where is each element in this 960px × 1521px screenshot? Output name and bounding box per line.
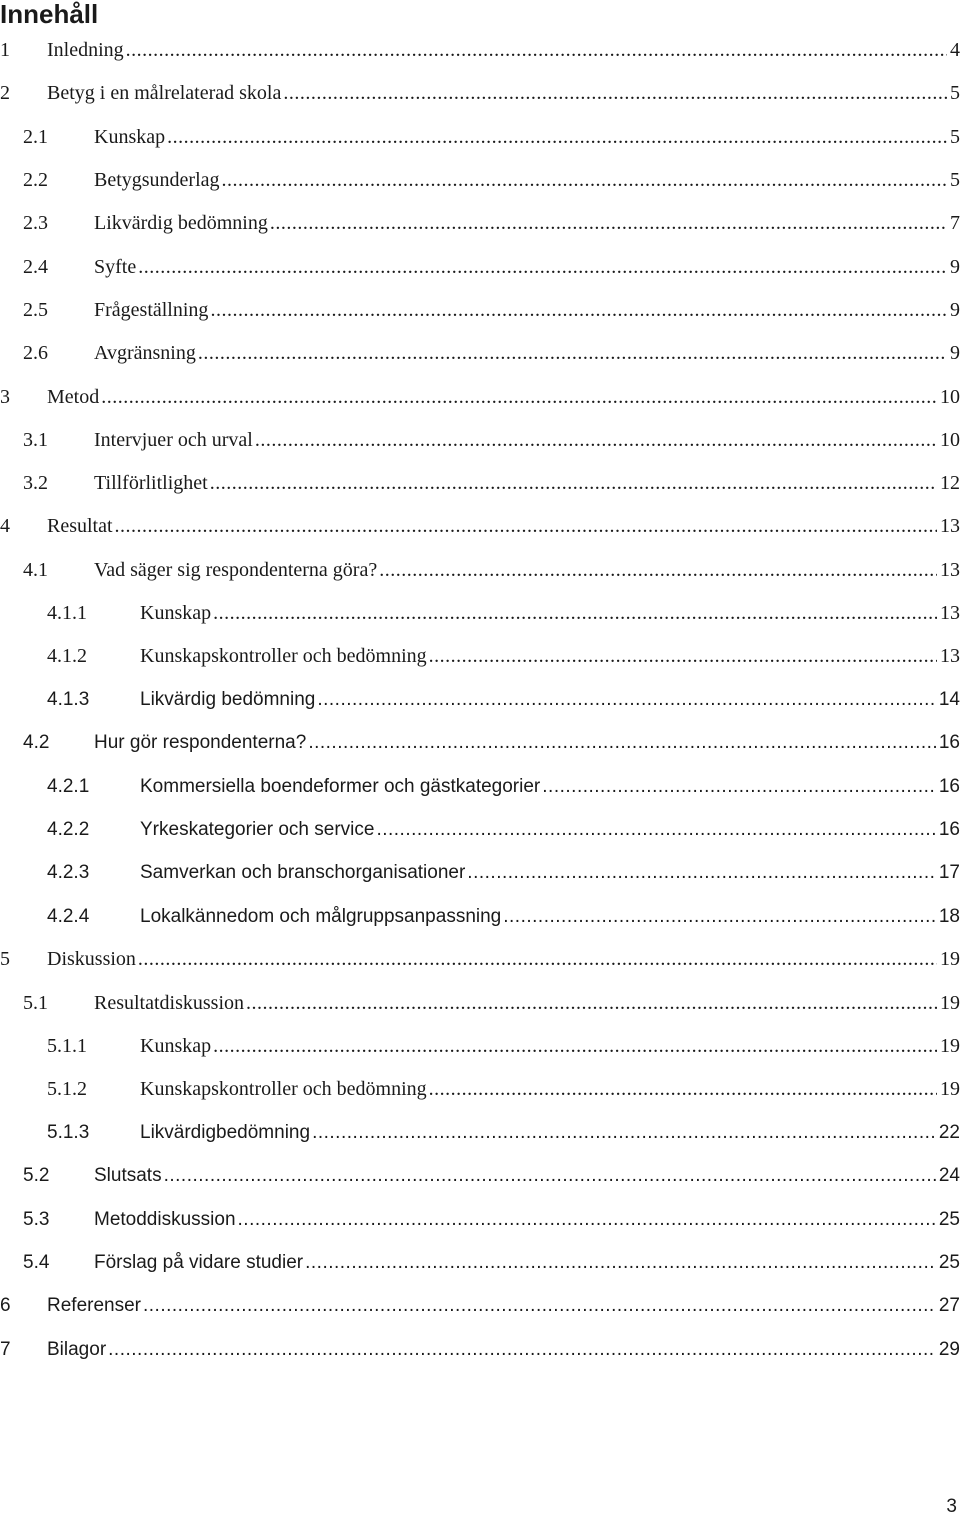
toc-dot-leader bbox=[198, 342, 947, 365]
toc-entry-number: 4.1.3 bbox=[47, 689, 90, 711]
toc-entry-title[interactable]: Likvärdigbedömning bbox=[140, 1122, 311, 1144]
toc-dot-leader bbox=[270, 212, 947, 235]
toc-entry[interactable] bbox=[0, 1025, 960, 1068]
toc-entry-number: 4.2 bbox=[23, 732, 50, 754]
toc-entry-page: 16 bbox=[938, 732, 960, 754]
toc-entry-number: 2.6 bbox=[23, 342, 48, 365]
toc-entry-page: 16 bbox=[938, 775, 960, 797]
toc-entry-page: 18 bbox=[938, 905, 960, 927]
toc-entry-page: 14 bbox=[938, 689, 960, 711]
toc-entry-title[interactable]: Frågeställning bbox=[94, 298, 209, 321]
toc-entry[interactable] bbox=[0, 245, 960, 288]
toc-entry-number: 2.2 bbox=[23, 169, 48, 192]
toc-entry-page: 13 bbox=[940, 558, 960, 581]
toc-entry[interactable] bbox=[0, 202, 960, 245]
toc-entry-number: 4.1 bbox=[23, 558, 48, 581]
toc-entry-title[interactable]: Kunskapskontroller och bedömning bbox=[140, 645, 427, 668]
toc-entry-number: 2 bbox=[0, 82, 10, 105]
toc-entry[interactable] bbox=[0, 1198, 960, 1241]
toc-entry[interactable] bbox=[0, 852, 960, 895]
toc-entry-page: 29 bbox=[938, 1338, 960, 1360]
toc-dot-leader bbox=[317, 689, 936, 711]
toc-heading: Innehåll bbox=[0, 0, 99, 29]
toc-dot-leader bbox=[283, 82, 947, 105]
toc-entry[interactable] bbox=[0, 1068, 960, 1111]
toc-entry-number: 5.1.2 bbox=[47, 1078, 87, 1101]
toc-dot-leader bbox=[164, 1165, 936, 1187]
toc-entry-number: 1 bbox=[0, 39, 10, 62]
toc-entry[interactable] bbox=[0, 332, 960, 375]
toc-entry[interactable] bbox=[0, 592, 960, 635]
toc-entry-page: 5 bbox=[950, 125, 960, 148]
toc-dot-leader bbox=[379, 559, 937, 582]
toc-entry-number: 3.1 bbox=[23, 428, 48, 451]
toc-entry-title[interactable]: Kunskap bbox=[140, 602, 212, 624]
toc-dot-leader bbox=[210, 299, 947, 322]
toc-entry-number: 5.4 bbox=[23, 1251, 50, 1273]
toc-entry-page: 7 bbox=[950, 212, 960, 235]
toc-entry-title[interactable]: Kommersiella boendeformer och gästkategorier bbox=[140, 775, 541, 797]
toc-entry[interactable] bbox=[0, 375, 960, 418]
toc-dot-leader bbox=[167, 126, 947, 149]
toc-dot-leader bbox=[115, 515, 937, 538]
toc-entry[interactable] bbox=[0, 419, 960, 462]
toc-entry-number: 2.1 bbox=[23, 125, 48, 148]
toc-entry[interactable] bbox=[0, 635, 960, 678]
toc-dot-leader bbox=[376, 819, 935, 841]
toc-entry-number: 5 bbox=[0, 948, 10, 971]
toc-entry[interactable] bbox=[0, 1111, 960, 1154]
toc-entry[interactable] bbox=[0, 1285, 960, 1328]
toc-entry-page: 19 bbox=[940, 1078, 960, 1101]
toc-entry-title[interactable]: Betygsunderlag bbox=[94, 169, 220, 192]
toc-entry-page: 13 bbox=[940, 515, 960, 538]
toc-entry-title[interactable]: Bilagor bbox=[47, 1338, 107, 1360]
toc-entry-title[interactable]: Kunskapskontroller och bedömning bbox=[140, 1078, 427, 1101]
toc-entry[interactable] bbox=[0, 808, 960, 851]
toc-entry-title[interactable]: Referenser bbox=[47, 1295, 141, 1317]
toc-entry[interactable] bbox=[0, 1155, 960, 1198]
toc-entry-page: 10 bbox=[940, 385, 960, 408]
toc-dot-leader bbox=[312, 1122, 936, 1144]
toc-dot-leader bbox=[213, 1035, 937, 1058]
toc-dot-leader bbox=[138, 948, 937, 971]
toc-dot-leader bbox=[503, 906, 936, 928]
toc-entry-number: 4.2.1 bbox=[47, 775, 90, 797]
toc-entry-number: 2.3 bbox=[23, 212, 48, 235]
toc-entry-number: 4 bbox=[0, 515, 10, 538]
toc-entry-title[interactable]: Hur gör respondenterna? bbox=[94, 732, 307, 754]
toc-entry-title[interactable]: Resultatdiskussion bbox=[94, 991, 245, 1014]
toc-entry-page: 19 bbox=[940, 948, 960, 971]
toc-entry[interactable] bbox=[0, 462, 960, 505]
toc-entry[interactable] bbox=[0, 159, 960, 202]
toc-entry-number: 5.2 bbox=[23, 1165, 50, 1187]
toc-entry[interactable] bbox=[0, 549, 960, 592]
toc-entry-page: 13 bbox=[940, 602, 960, 624]
toc-entry-page: 24 bbox=[938, 1165, 960, 1187]
toc-entry-page: 27 bbox=[938, 1295, 960, 1317]
toc-entry-number: 4.2.4 bbox=[47, 905, 90, 927]
toc-entry-title[interactable]: Metoddiskussion bbox=[94, 1208, 236, 1230]
toc-dot-leader bbox=[246, 992, 937, 1015]
toc-entry-title[interactable]: Lokalkännedom och målgruppsanpassning bbox=[140, 905, 502, 927]
toc-entry[interactable] bbox=[0, 1241, 960, 1284]
toc-entry-page: 10 bbox=[940, 428, 960, 451]
toc-dot-leader bbox=[429, 645, 937, 668]
toc-entry-number: 5.3 bbox=[23, 1208, 50, 1230]
toc-entry-number: 6 bbox=[0, 1295, 11, 1317]
toc-entry-page: 9 bbox=[950, 342, 960, 365]
toc-entry-title[interactable]: Syfte bbox=[94, 255, 137, 278]
toc-dot-leader bbox=[108, 1339, 936, 1361]
toc-entry[interactable] bbox=[0, 895, 960, 938]
toc-entry-number: 3 bbox=[0, 385, 10, 408]
toc-entry-title[interactable]: Betyg i en målrelaterad skola bbox=[47, 82, 282, 105]
toc-entry-title[interactable]: Kunskap bbox=[94, 125, 166, 148]
toc-dot-leader bbox=[238, 1209, 936, 1231]
toc-entry-title[interactable]: Metod bbox=[47, 385, 100, 408]
toc-entry-page: 25 bbox=[938, 1251, 960, 1273]
toc-entry-page: 5 bbox=[950, 82, 960, 105]
page-number: 3 bbox=[946, 1496, 957, 1517]
toc-entry-page: 13 bbox=[940, 645, 960, 668]
toc-entry-title[interactable]: Avgränsning bbox=[94, 342, 196, 365]
toc-entry-page: 25 bbox=[938, 1208, 960, 1230]
toc-entry-title[interactable]: Tillförlitlighet bbox=[94, 472, 208, 495]
toc-entry[interactable] bbox=[0, 765, 960, 808]
toc-dot-leader bbox=[222, 169, 947, 192]
toc-entry-title[interactable]: Samverkan och branschorganisationer bbox=[140, 862, 466, 884]
toc-entry-page: 12 bbox=[940, 472, 960, 495]
toc-dot-leader bbox=[143, 1295, 936, 1317]
toc-dot-leader bbox=[126, 39, 947, 62]
toc-entry-number: 3.2 bbox=[23, 472, 48, 495]
toc-dot-leader bbox=[255, 429, 937, 452]
table-of-contents bbox=[0, 29, 960, 1371]
toc-entry-number: 5.1 bbox=[23, 991, 48, 1014]
toc-entry-number: 4.1.2 bbox=[47, 645, 87, 668]
toc-entry-page: 17 bbox=[938, 862, 960, 884]
toc-entry-title[interactable]: Slutsats bbox=[94, 1165, 162, 1187]
toc-entry[interactable] bbox=[0, 505, 960, 548]
toc-entry-number: 2.5 bbox=[23, 298, 48, 321]
toc-dot-leader bbox=[101, 386, 937, 409]
toc-entry[interactable] bbox=[0, 289, 960, 332]
toc-entry-number: 4.1.1 bbox=[47, 602, 87, 624]
toc-entry-number: 2.4 bbox=[23, 255, 48, 278]
toc-entry-number: 5.1.1 bbox=[47, 1034, 87, 1057]
toc-dot-leader bbox=[213, 602, 937, 625]
toc-entry[interactable] bbox=[0, 116, 960, 159]
toc-entry-title[interactable]: Likvärdig bedömning bbox=[94, 212, 268, 235]
toc-entry-title[interactable]: Likvärdig bedömning bbox=[140, 689, 316, 711]
toc-entry-number: 4.2.2 bbox=[47, 818, 90, 840]
toc-dot-leader bbox=[467, 862, 936, 884]
toc-entry-number: 4.2.3 bbox=[47, 862, 90, 884]
toc-dot-leader bbox=[138, 256, 947, 279]
toc-entry-title[interactable]: Resultat bbox=[47, 515, 113, 538]
toc-entry[interactable] bbox=[0, 1328, 960, 1371]
toc-entry[interactable] bbox=[0, 678, 960, 721]
toc-entry-page: 19 bbox=[940, 1034, 960, 1057]
toc-entry-page: 19 bbox=[940, 991, 960, 1014]
toc-entry[interactable] bbox=[0, 938, 960, 981]
toc-dot-leader bbox=[210, 472, 937, 495]
toc-dot-leader bbox=[429, 1078, 937, 1101]
toc-dot-leader bbox=[308, 732, 936, 754]
toc-entry-number: 5.1.3 bbox=[47, 1122, 90, 1144]
toc-entry-title[interactable]: Vad säger sig respondenterna göra? bbox=[94, 558, 378, 581]
toc-entry[interactable] bbox=[0, 722, 960, 765]
toc-dot-leader bbox=[305, 1252, 936, 1274]
toc-entry-page: 5 bbox=[950, 169, 960, 192]
toc-entry[interactable] bbox=[0, 72, 960, 115]
toc-entry-title[interactable]: Yrkeskategorier och service bbox=[140, 818, 375, 840]
toc-entry-page: 16 bbox=[938, 818, 960, 840]
toc-entry-title[interactable]: Inledning bbox=[47, 39, 124, 62]
toc-entry-title[interactable]: Intervjuer och urval bbox=[94, 428, 253, 451]
toc-entry-title[interactable]: Diskussion bbox=[47, 948, 136, 971]
toc-entry-page: 9 bbox=[950, 298, 960, 321]
toc-entry-number: 7 bbox=[0, 1338, 11, 1360]
toc-entry-title[interactable]: Kunskap bbox=[140, 1034, 212, 1057]
toc-entry[interactable] bbox=[0, 982, 960, 1025]
toc-entry[interactable] bbox=[0, 29, 960, 72]
toc-entry-page: 9 bbox=[950, 255, 960, 278]
toc-entry-page: 4 bbox=[950, 39, 960, 62]
toc-entry-page: 22 bbox=[938, 1122, 960, 1144]
toc-dot-leader bbox=[542, 776, 936, 798]
toc-entry-title[interactable]: Förslag på vidare studier bbox=[94, 1251, 304, 1273]
